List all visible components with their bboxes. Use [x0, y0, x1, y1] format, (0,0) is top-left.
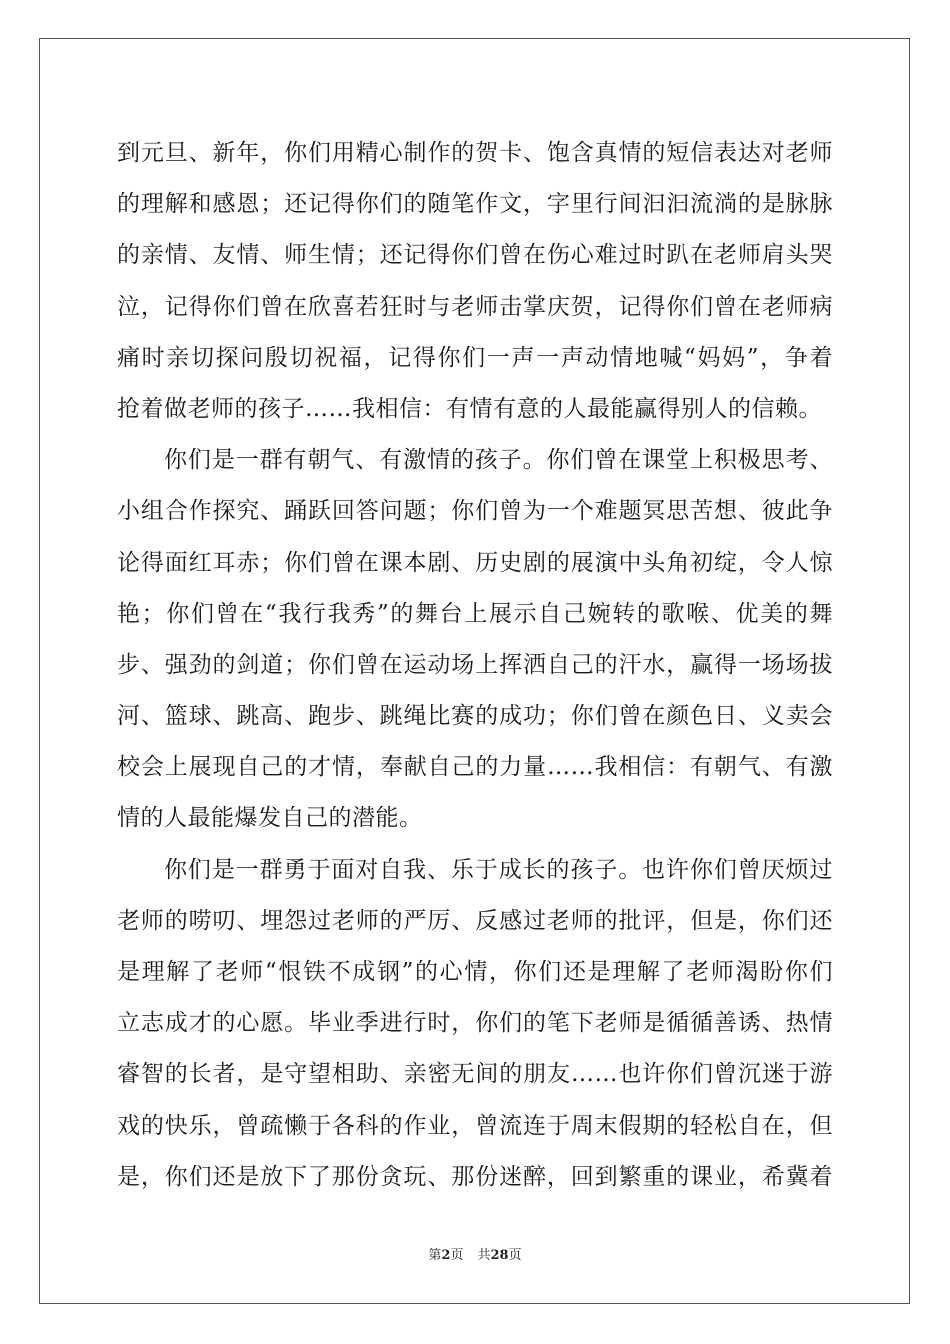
page-number: 2: [441, 1248, 451, 1263]
text-line: 步、强劲的剑道；你们曾在运动场上挥洒自己的汗水，赢得一场场拔: [117, 651, 833, 678]
text-line: 的理解和感恩；还记得你们的随笔作文，字里行间汩汩流淌的是脉脉: [117, 191, 833, 218]
text-line: 情的人最能爆发自己的潜能。: [117, 805, 423, 832]
text-line: 校会上展现自己的才情，奉献自己的力量……我相信：有朝气、有激: [117, 754, 833, 781]
paragraph-2: [117, 435, 833, 845]
paragraph-3: [117, 845, 833, 1203]
text-line: 你们是一群勇于面对自我、乐于成长的孩子。也许你们曾厌烦过: [164, 856, 833, 883]
text-line: 戏的快乐，曾疏懒于各科的作业，曾流连于周末假期的轻松自在，但: [117, 1112, 833, 1139]
text-line: 河、篮球、跳高、跑步、跳绳比赛的成功；你们曾在颜色日、义卖会: [117, 703, 833, 730]
paragraph-1: [117, 128, 833, 435]
text-line: 睿智的长者，是守望相助、亲密无间的朋友……也许你们曾沉迷于游: [117, 1061, 833, 1088]
page-footer: [0, 1246, 950, 1266]
text-line: 艳；你们曾在“我行我秀”的舞台上展示自己婉转的歌喉、优美的舞: [117, 600, 833, 627]
total-prefix: 共: [477, 1248, 491, 1263]
total-pages: 28: [490, 1248, 509, 1263]
page-suffix: 页: [450, 1248, 464, 1263]
text-line: 小组合作探究、踊跃回答问题；你们曾为一个难题冥思苦想、彼此争: [117, 498, 833, 525]
text-line: 是理解了老师“恨铁不成钢”的心情，你们还是理解了老师渴盼你们: [117, 959, 833, 985]
text-line: 的亲情、友情、师生情；还记得你们曾在伤心难过时趴在老师肩头哭: [117, 242, 833, 269]
page-prefix: 第: [428, 1248, 442, 1263]
document-body: [117, 128, 833, 1203]
text-line: 是，你们还是放下了那份贪玩、那份迷醉，回到繁重的课业，希冀着: [117, 1163, 833, 1190]
text-line: 泣，记得你们曾在欣喜若狂时与老师击掌庆贺，记得你们曾在老师病: [117, 293, 833, 320]
total-suffix: 页: [508, 1248, 522, 1263]
text-line: 论得面红耳赤；你们曾在课本剧、历史剧的展演中头角初绽，令人惊: [117, 549, 833, 576]
text-line: 老师的唠叨、埋怨过老师的严厉、反感过老师的批评，但是，你们还: [117, 907, 833, 934]
text-line: 到元旦、新年，你们用精心制作的贺卡、饱含真情的短信表达对老师: [117, 140, 833, 166]
text-line: 立志成才的心愿。毕业季进行时，你们的笔下老师是循循善诱、热情: [117, 1010, 833, 1037]
text-line: 痛时亲切探问殷切祝福，记得你们一声一声动情地喊“妈妈”，争着: [117, 344, 833, 371]
text-line: 抢着做老师的孩子……我相信：有情有意的人最能赢得别人的信赖。: [117, 395, 822, 422]
text-line: 你们是一群有朝气、有激情的孩子。你们曾在课堂上积极思考、: [164, 447, 833, 474]
